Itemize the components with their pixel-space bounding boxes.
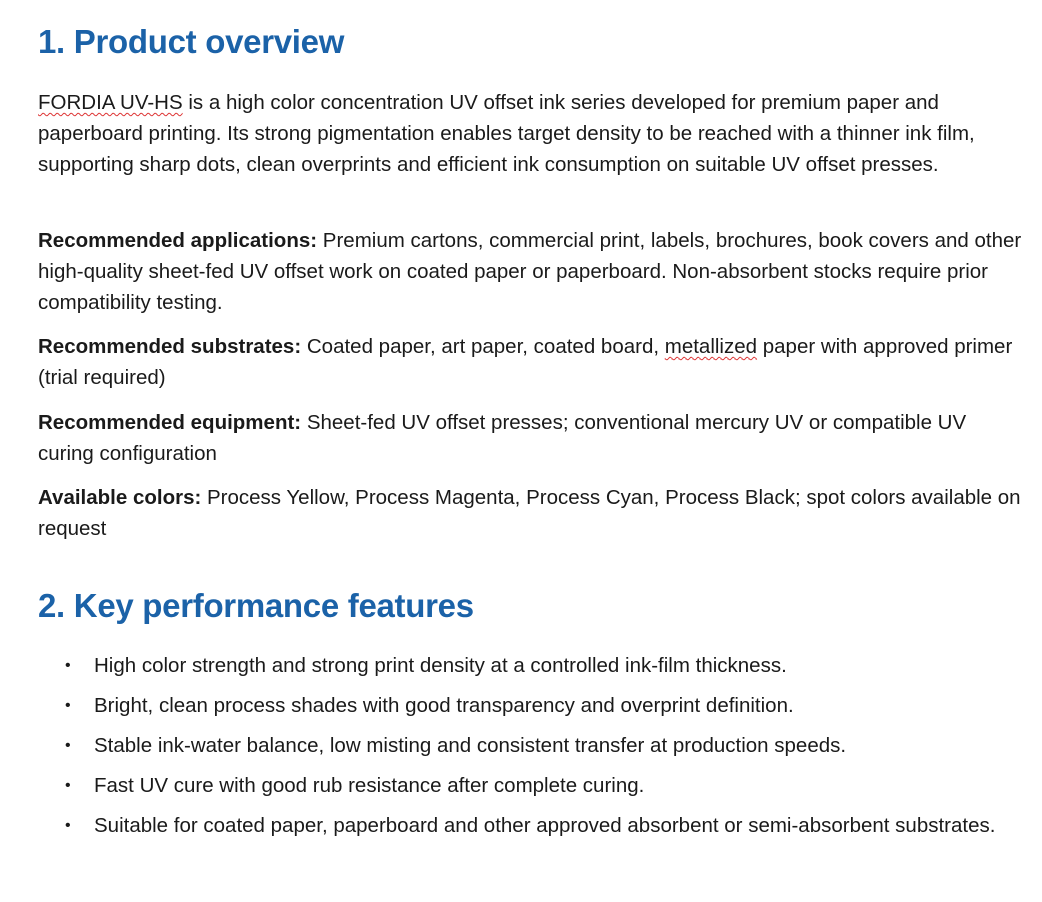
feature-text: Stable ink-water balance, low misting and consistent transfer at production speeds.: [94, 734, 847, 757]
list-item: [38, 690, 1023, 721]
substrates-text-after: paper with approved primer (trial required): [38, 335, 1013, 389]
list-item: [38, 810, 1023, 841]
section-heading-product-overview: 1. Product overview: [38, 23, 345, 60]
substrates-label: Recommended substrates:: [38, 335, 302, 358]
list-item: [38, 650, 1023, 681]
bullet-icon: •: [65, 657, 71, 674]
feature-text: Bright, clean process shades with good transparency and overprint definition.: [94, 694, 794, 717]
colors-text: Process Yellow, Process Magenta, Process Cyan, Process Black; spot colors available on request: [38, 486, 1021, 540]
bullet-icon: •: [65, 737, 71, 754]
product-name-spellcheck-flag[interactable]: FORDIA UV-HS: [38, 91, 183, 114]
list-item: [38, 730, 1023, 761]
bullet-icon: •: [65, 777, 71, 794]
equipment-label: Recommended equipment:: [38, 411, 302, 434]
feature-text: Suitable for coated paper, paperboard and other approved absorbent or semi-absorbent substrates.: [94, 814, 996, 837]
equipment-text: Sheet-fed UV offset presses; conventional mercury UV or compatible UV curing configuration: [38, 411, 967, 465]
section-heading-key-performance-features: 2. Key performance features: [38, 587, 474, 624]
equipment-paragraph: [38, 407, 1023, 469]
applications-label: Recommended applications:: [38, 229, 318, 252]
applications-paragraph: [38, 225, 1023, 318]
overview-paragraph: [38, 87, 1023, 180]
feature-text: Fast UV cure with good rub resistance after complete curing.: [94, 774, 645, 797]
features-list: [38, 650, 1023, 850]
feature-text: High color strength and strong print density at a controlled ink-film thickness.: [94, 654, 787, 677]
applications-text: Premium cartons, commercial print, labels, brochures, book covers and other high-quality sheet-fed UV offset work on coated paper or paperboard. Non-absorbent stocks require prior compatibility testing.: [38, 229, 1022, 314]
colors-label: Available colors:: [38, 486, 202, 509]
bullet-icon: •: [65, 697, 71, 714]
substrates-paragraph: [38, 331, 1023, 393]
substrates-text-before: Coated paper, art paper, coated board,: [301, 335, 665, 358]
bullet-icon: •: [65, 817, 71, 834]
metallized-spellcheck-flag[interactable]: metallized: [664, 335, 758, 358]
colors-paragraph: [38, 482, 1023, 544]
list-item: [38, 770, 1023, 801]
overview-text: is a high color concentration UV offset ink series developed for premium paper and paperboard printing. Its strong pigmentation enables target density to be reached with a thinner ink film, supporting sharp dots, clean overprints and efficient ink consumption on suitable UV offset presses.: [38, 91, 975, 176]
